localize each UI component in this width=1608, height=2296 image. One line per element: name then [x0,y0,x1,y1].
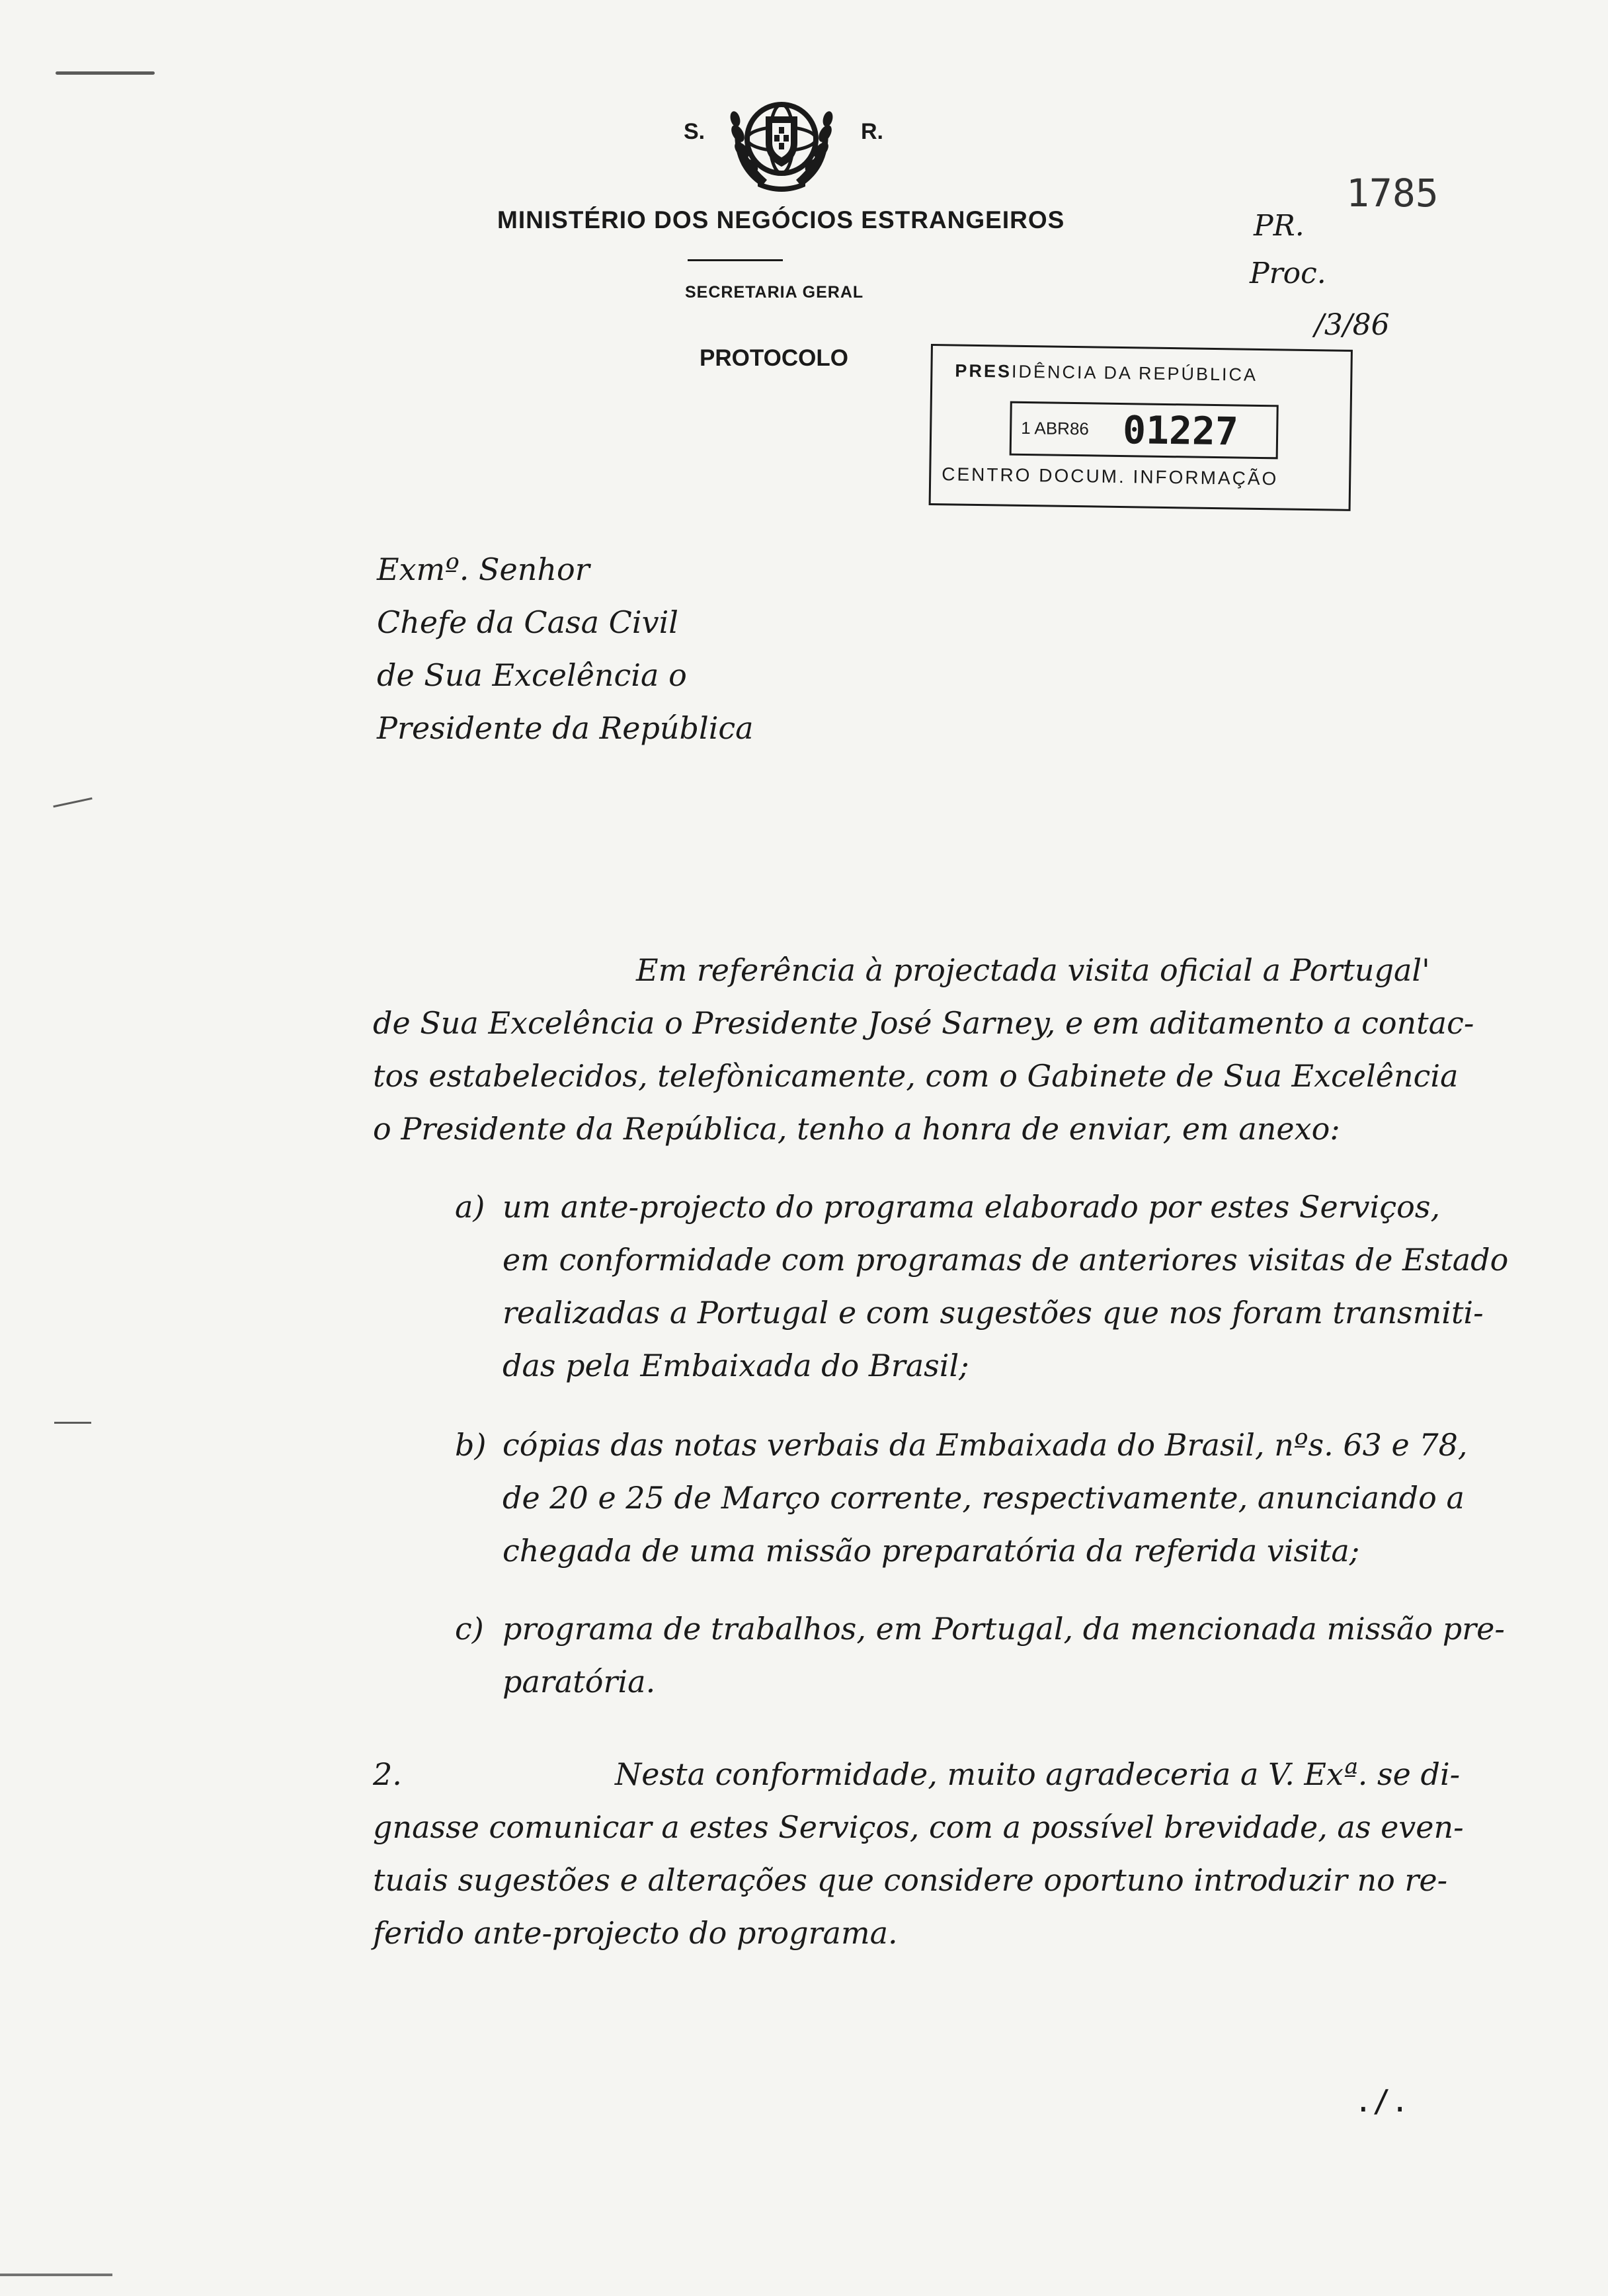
protocolo-label: PROTOCOLO [700,345,848,371]
reception-stamp [929,344,1353,511]
stamp-footer: CENTRO DOCUM. INFORMAÇÃO [942,464,1279,489]
item-line: chegada de uma missão preparatória da referida visita; [502,1533,1360,1569]
address-line: Presidente da República [377,710,754,746]
address-line: Exmº. Senhor [377,552,590,587]
stamp-code: 01227 [1122,407,1239,454]
paragraph2-line: tuais sugestões e alterações que considere oportuno introduzir no re- [373,1862,1448,1898]
ministry-name: MINISTÉRIO DOS NEGÓCIOS ESTRANGEIROS [497,206,1065,233]
item-line: realizadas a Portugal e com sugestões que nos foram transmiti- [502,1295,1484,1331]
letterhead-r: R. [861,119,883,144]
item-marker: b) [455,1427,487,1463]
paragraph2-line: Nesta conformidade, muito agradeceria a V. Exª. se di- [615,1756,1461,1792]
scan-mark [54,1422,91,1424]
intro-line: tos estabelecidos, telefònicamente, com o Gabinete de Sua Excelência [373,1058,1459,1094]
intro-line: de Sua Excelência o Presidente José Sarney, e em aditamento a contac- [373,1005,1474,1041]
scan-mark [53,798,92,807]
item-marker: c) [455,1611,484,1647]
address-line: Chefe da Casa Civil [377,604,679,640]
coat-of-arms-icon [715,87,848,193]
item-line: um ante-projecto do programa elaborado por estes Serviços, [502,1189,1441,1225]
intro-line: Em referência à projectada visita oficial a Portugal' [636,952,1430,988]
proc-label: Proc. [1250,257,1326,290]
item-line: paratória. [502,1664,656,1700]
paragraph2-line: gnasse comunicar a estes Serviços, com a possível brevidade, as even- [373,1809,1464,1845]
handwritten-reference-number: 1785 [1346,171,1439,216]
item-line: programa de trabalhos, em Portugal, da mencionada missão pre- [502,1611,1505,1647]
scan-edge [0,2274,112,2276]
stamp-inner-box [1010,401,1279,460]
scan-smudge [56,71,155,75]
letterhead-s: S. [684,119,705,144]
item-marker: a) [455,1189,485,1225]
stamp-title [955,361,1258,386]
intro-line: o Presidente da República, tenho a honra de enviar, em anexo: [373,1111,1340,1147]
item-line: de 20 e 25 de Março corrente, respectivamente, anunciando a [502,1480,1465,1516]
paragraph-number: 2. [373,1756,402,1792]
letterhead-divider [688,259,783,261]
item-line: cópias das notas verbais da Embaixada do Brasil, nºs. 63 e 78, [502,1427,1468,1463]
page-continuation-mark: ./. [1354,2083,1410,2119]
pr-label: PR. [1254,209,1305,243]
stamp-title-rest: IDÊNCIA DA REPÚBLICA [1011,361,1258,385]
stamp-title-bold: PRES [955,360,1012,382]
secretaria-label: SECRETARIA GERAL [685,283,864,302]
item-line: em conformidade com programas de anteriores visitas de Estado [502,1242,1509,1278]
address-line: de Sua Excelência o [377,657,687,693]
paragraph2-line: ferido ante-projecto do programa. [373,1915,898,1951]
item-line: das pela Embaixada do Brasil; [502,1348,969,1383]
proc-number: /3/86 [1314,308,1390,342]
stamp-date: 1 ABR86 [1021,417,1090,439]
